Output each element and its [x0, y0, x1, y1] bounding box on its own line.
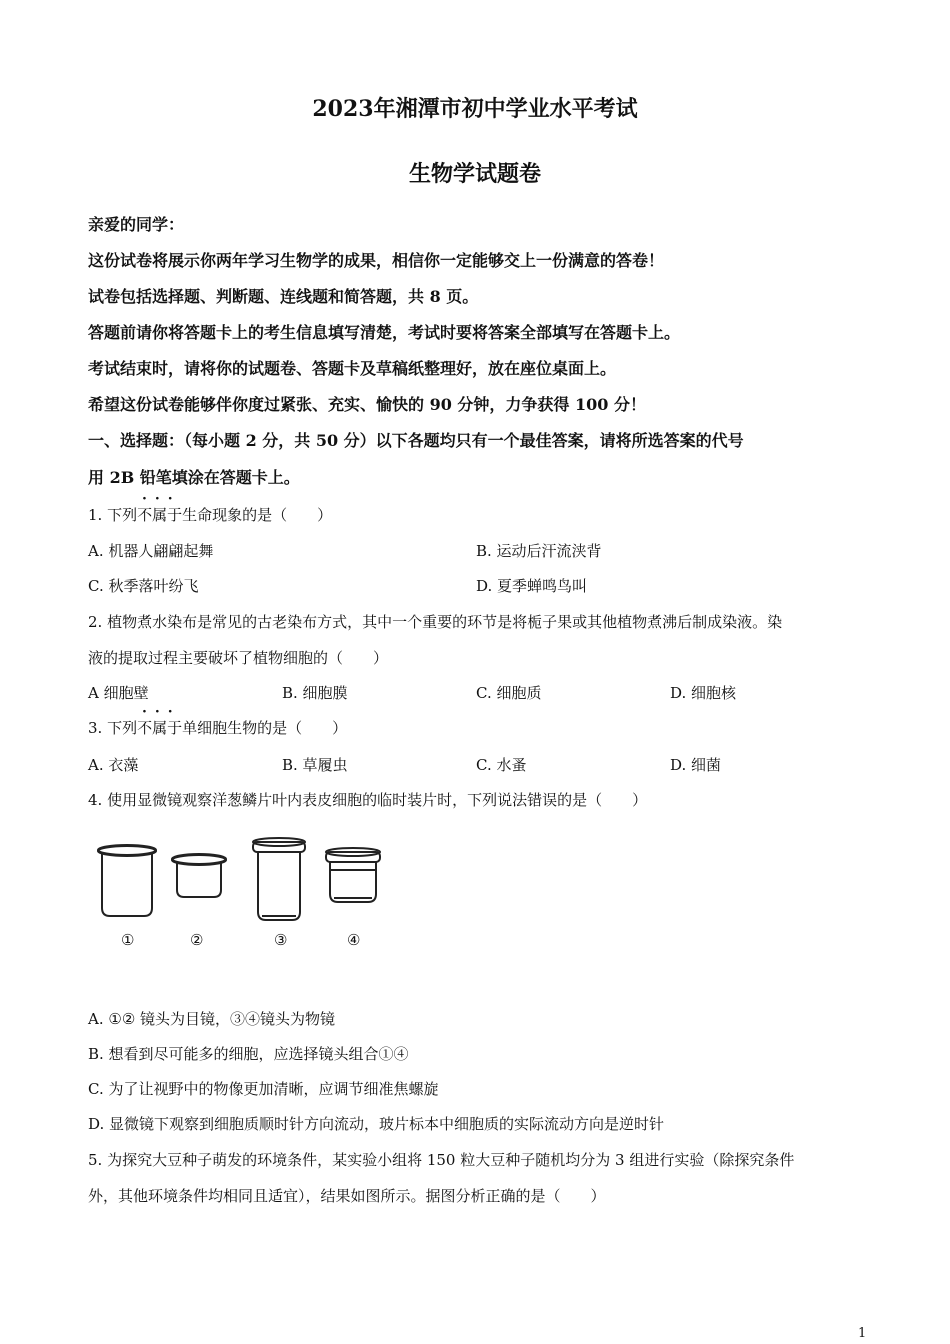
lens-1-icon	[98, 845, 156, 916]
option-a: A 细胞壁	[88, 684, 149, 702]
option-a: A. 衣藻	[88, 756, 139, 774]
figure-label-1: ①	[121, 931, 135, 949]
option-a: A. ①② 镜头为目镜，③④镜头为物镜	[88, 1010, 336, 1028]
section-heading-cont: 用 2B 铅笔填涂在答题卡上。	[88, 468, 300, 487]
question-stem: 2. 植物煮水染布是常见的古老染布方式，其中一个重要的环节是将栀子果或其他植物煮沸后制成染液。染	[88, 613, 783, 631]
figure-label-2: ②	[190, 931, 204, 949]
option-c: C. 细胞质	[476, 684, 542, 702]
figure-label-4: ④	[347, 931, 361, 949]
question-stem: 1. 下列不属于生命现象的是（ ）	[88, 506, 333, 524]
lens-figure	[90, 830, 390, 960]
page-title: 2023年湘潭市初中学业水平考试	[312, 96, 638, 122]
option-b: B. 草履虫	[282, 756, 348, 774]
question-stem: 5. 为探究大豆种子萌发的环境条件，某实验小组将 150 粒大豆种子随机均分为 3 组进行实验（除探究条件	[88, 1151, 795, 1169]
option-b: B. 细胞膜	[282, 684, 348, 702]
option-a: A. 机器人翩翩起舞	[88, 542, 214, 560]
question-stem: 4. 使用显微镜观察洋葱鳞片叶内表皮细胞的临时装片时，下列说法错误的是（ ）	[88, 791, 648, 809]
lens-4-icon	[326, 848, 380, 902]
intro-line: 希望这份试卷能够伴你度过紧张、充实、愉快的 90 分钟，力争获得 100 分！	[88, 395, 646, 414]
option-d: D. 显微镜下观察到细胞质顺时针方向流动，玻片标本中细胞质的实际流动方向是逆时针	[88, 1115, 665, 1133]
intro-line: 试卷包括选择题、判断题、连线题和简答题，共 8 页。	[88, 287, 479, 306]
question-stem-cont: 外，其他环境条件均相同且适宜），结果如图所示。据图分析正确的是（ ）	[88, 1187, 606, 1205]
question-stem-cont: 液的提取过程主要破坏了植物细胞的（ ）	[88, 649, 389, 667]
intro-line: 亲爱的同学：	[88, 215, 185, 234]
option-c: C. 秋季落叶纷飞	[88, 577, 199, 595]
intro-line: 答题前请你将答题卡上的考生信息填写清楚，考试时要将答案全部填写在答题卡上。	[88, 323, 681, 342]
page-number: 1	[858, 1326, 867, 1341]
option-b: B. 运动后汗流浃背	[476, 542, 602, 560]
lens-3-icon	[253, 838, 305, 920]
option-c: C. 为了让视野中的物像更加清晰，应调节细准焦螺旋	[88, 1080, 439, 1098]
emphasis-dots: ···	[142, 704, 181, 720]
option-b: B. 想看到尽可能多的细胞，应选择镜头组合①④	[88, 1045, 409, 1063]
option-d: D. 细菌	[670, 756, 722, 774]
figure-label-3: ③	[274, 931, 288, 949]
page-subtitle: 生物学试题卷	[408, 161, 541, 187]
emphasis-dots: ···	[142, 491, 181, 507]
intro-line: 考试结束时，请将你的试题卷、答题卡及草稿纸整理好，放在座位桌面上。	[88, 359, 617, 378]
option-d: D. 细胞核	[670, 684, 737, 702]
option-d: D. 夏季蝉鸣鸟叫	[476, 577, 588, 595]
option-c: C. 水蚤	[476, 756, 527, 774]
lens-2-icon	[172, 854, 226, 897]
section-heading: 一、选择题：（每小题 2 分，共 50 分）以下各题均只有一个最佳答案，请将所选答案的代号	[88, 431, 744, 450]
intro-line: 这份试卷将展示你两年学习生物学的成果，相信你一定能够交上一份满意的答卷！	[88, 251, 665, 270]
question-stem: 3. 下列不属于单细胞生物的是（ ）	[88, 719, 348, 737]
